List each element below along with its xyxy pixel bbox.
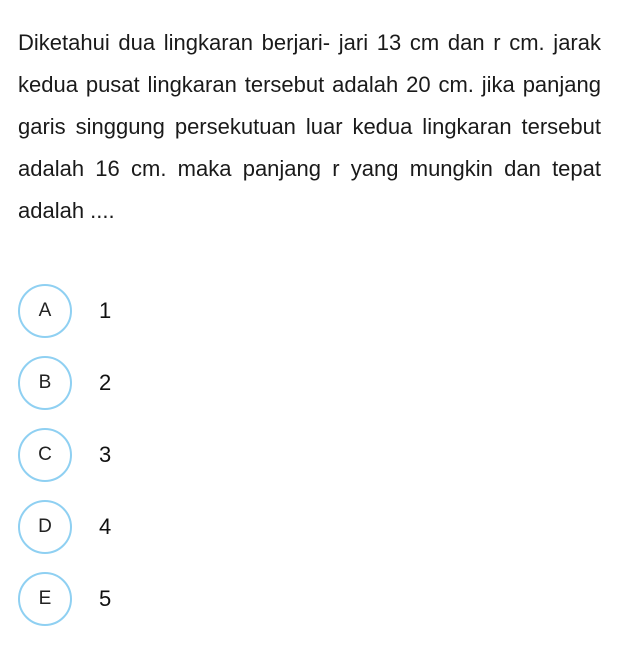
- option-letter-circle[interactable]: C: [18, 428, 72, 482]
- option-e[interactable]: [18, 572, 601, 626]
- option-b[interactable]: [18, 356, 601, 410]
- question-text: Diketahui dua lingkaran berjari- jari 13 cm dan r cm. jarak kedua pusat lingkaran tersebut adalah 20 cm. jika panjang garis singgung persekutuan luar kedua lingkaran tersebut adalah 16 cm. maka panjang r yang mungkin dan tepat adalah ....: [18, 30, 601, 223]
- option-value: 3: [99, 442, 112, 467]
- option-c[interactable]: [18, 428, 601, 482]
- option-letter-circle[interactable]: E: [18, 572, 72, 626]
- answer-options: [18, 284, 601, 644]
- option-value: 2: [99, 370, 112, 395]
- option-d[interactable]: [18, 500, 601, 554]
- option-value: 1: [99, 298, 112, 323]
- option-value: 4: [99, 514, 112, 539]
- option-letter-circle[interactable]: D: [18, 500, 72, 554]
- option-letter-circle[interactable]: B: [18, 356, 72, 410]
- option-value: 5: [99, 586, 112, 611]
- option-letter-circle[interactable]: A: [18, 284, 72, 338]
- option-a[interactable]: [18, 284, 601, 338]
